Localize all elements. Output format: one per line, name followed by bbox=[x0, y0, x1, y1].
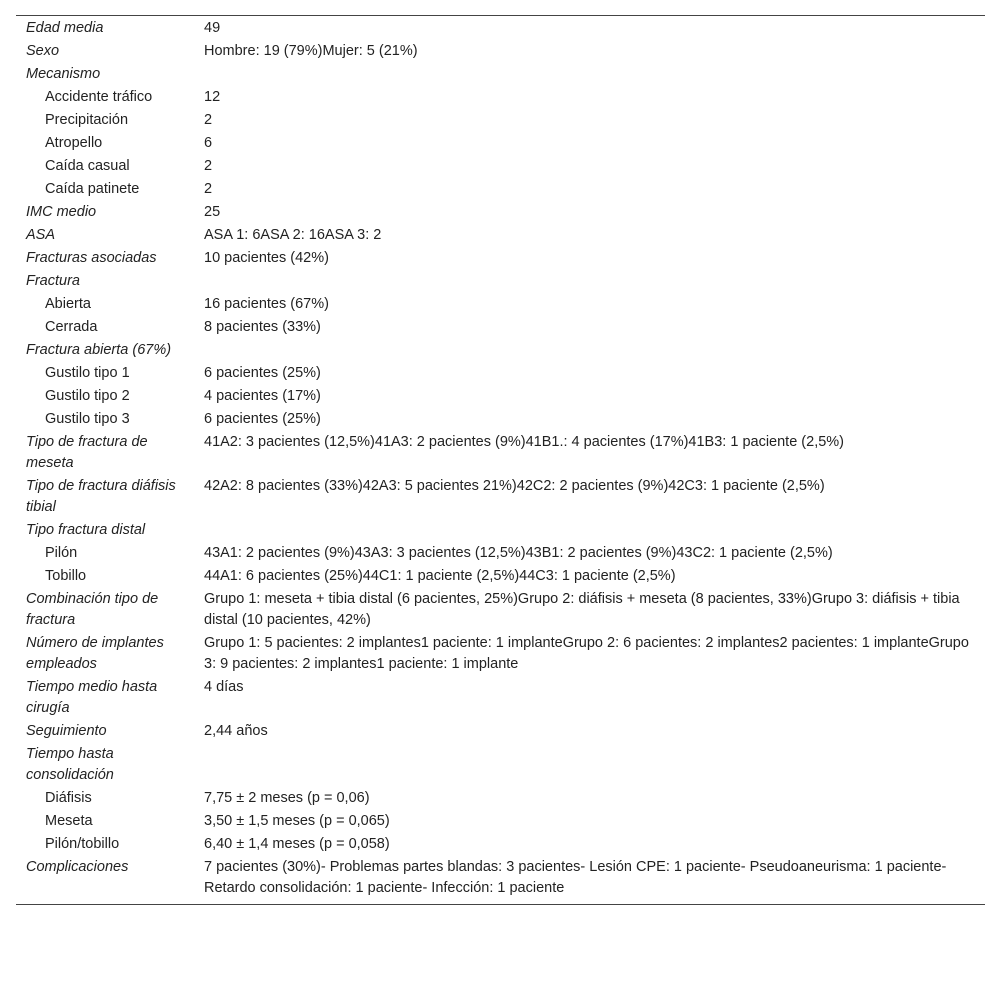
table-row bbox=[16, 720, 985, 743]
label-cell bbox=[16, 109, 190, 132]
row-header-label: Tipo de fractura de meseta bbox=[26, 434, 148, 471]
value-cell bbox=[190, 63, 985, 86]
row-sub-label: Gustilo tipo 3 bbox=[45, 411, 130, 427]
label-cell bbox=[16, 632, 190, 676]
label-cell bbox=[16, 519, 190, 542]
value-cell: 25 bbox=[204, 204, 221, 220]
value-cell: Grupo 1: 5 pacientes: 2 implantes1 paciente: 1 implanteGrupo 2: 6 pacientes: 2 implantes2 pacientes: 1 implanteGrupo 3: 9 pacientes: 2 implantes1 paciente: 1 implante bbox=[204, 635, 969, 672]
label-cell bbox=[16, 787, 190, 810]
label-cell bbox=[16, 565, 190, 588]
label-cell bbox=[16, 155, 190, 178]
value-cell: 12 bbox=[204, 89, 221, 105]
row-header-label: ASA bbox=[26, 227, 56, 243]
table-row bbox=[16, 542, 985, 565]
label-cell bbox=[16, 63, 190, 86]
label-cell bbox=[16, 270, 190, 293]
label-cell bbox=[16, 247, 190, 270]
row-sub-label: Abierta bbox=[45, 296, 91, 312]
value-cell: 16 pacientes (67%) bbox=[204, 296, 329, 312]
label-cell bbox=[16, 833, 190, 856]
table-row bbox=[16, 247, 985, 270]
value-cell: 2,44 años bbox=[204, 723, 268, 739]
label-cell bbox=[16, 408, 190, 431]
row-header-label: Número de implantes empleados bbox=[26, 635, 164, 672]
label-cell bbox=[16, 86, 190, 109]
table-row bbox=[16, 132, 985, 155]
table-row bbox=[16, 339, 985, 362]
table-row bbox=[16, 833, 985, 856]
table-row bbox=[16, 224, 985, 247]
row-sub-label: Tobillo bbox=[45, 568, 87, 584]
table-row bbox=[16, 787, 985, 810]
table-row bbox=[16, 316, 985, 339]
value-cell: 2 bbox=[204, 112, 213, 128]
value-cell: 8 pacientes (33%) bbox=[204, 319, 321, 335]
row-header-label: Sexo bbox=[26, 43, 60, 59]
value-cell: ASA 1: 6ASA 2: 16ASA 3: 2 bbox=[204, 227, 382, 243]
row-sub-label: Atropello bbox=[45, 135, 103, 151]
row-header-label: Edad media bbox=[26, 20, 104, 36]
value-cell: 44A1: 6 pacientes (25%)44C1: 1 paciente (2,5%)44C3: 1 paciente (2,5%) bbox=[204, 568, 676, 584]
label-cell bbox=[16, 720, 190, 743]
label-cell bbox=[16, 178, 190, 201]
label-cell bbox=[16, 385, 190, 408]
row-header-label: Seguimiento bbox=[26, 723, 107, 739]
row-header-label: Tipo fractura distal bbox=[26, 522, 146, 538]
table-row bbox=[16, 178, 985, 201]
patient-characteristics-table bbox=[16, 15, 985, 905]
row-header-label: Tiempo medio hasta cirugía bbox=[26, 679, 158, 716]
value-cell: 42A2: 8 pacientes (33%)42A3: 5 pacientes 21%)42C2: 2 pacientes (9%)42C3: 1 paciente (2,5%) bbox=[204, 478, 825, 494]
value-cell bbox=[190, 743, 985, 787]
value-cell: 10 pacientes (42%) bbox=[204, 250, 329, 266]
table-row bbox=[16, 676, 985, 720]
row-sub-label: Gustilo tipo 1 bbox=[45, 365, 130, 381]
label-cell bbox=[16, 40, 190, 63]
value-cell: 43A1: 2 pacientes (9%)43A3: 3 pacientes (12,5%)43B1: 2 pacientes (9%)43C2: 1 paciente (2,5%) bbox=[204, 545, 833, 561]
table-row bbox=[16, 475, 985, 519]
row-header-label: Fracturas asociadas bbox=[26, 250, 157, 266]
data-table bbox=[16, 17, 985, 900]
row-sub-label: Meseta bbox=[45, 813, 93, 829]
table-row bbox=[16, 856, 985, 900]
value-cell: 41A2: 3 pacientes (12,5%)41A3: 2 pacientes (9%)41B1.: 4 pacientes (17%)41B3: 1 paciente (2,5%) bbox=[204, 434, 845, 450]
value-cell: Hombre: 19 (79%)Mujer: 5 (21%) bbox=[204, 43, 418, 59]
row-header-label: Combinación tipo de fractura bbox=[26, 591, 159, 628]
value-cell bbox=[190, 339, 985, 362]
value-cell: 4 días bbox=[204, 679, 244, 695]
row-header-label: Mecanismo bbox=[26, 66, 101, 82]
table-row bbox=[16, 385, 985, 408]
table-row bbox=[16, 408, 985, 431]
value-cell bbox=[190, 519, 985, 542]
table-row bbox=[16, 743, 985, 787]
label-cell bbox=[16, 224, 190, 247]
label-cell bbox=[16, 588, 190, 632]
row-header-label: Tiempo hasta consolidación bbox=[26, 746, 114, 783]
table-row bbox=[16, 565, 985, 588]
row-header-label: Fractura bbox=[26, 273, 80, 289]
table-row bbox=[16, 810, 985, 833]
row-sub-label: Caída casual bbox=[45, 158, 130, 174]
table-row bbox=[16, 519, 985, 542]
label-cell bbox=[16, 810, 190, 833]
label-cell bbox=[16, 339, 190, 362]
value-cell: 7 pacientes (30%)- Problemas partes blandas: 3 pacientes- Lesión CPE: 1 paciente- Pseudoaneurisma: 1 paciente- Retardo consolidación: 1 paciente- Infección: 1 paciente bbox=[204, 859, 947, 896]
value-cell: 4 pacientes (17%) bbox=[204, 388, 321, 404]
label-cell bbox=[16, 316, 190, 339]
label-cell bbox=[16, 743, 190, 787]
table-row bbox=[16, 270, 985, 293]
value-cell: Grupo 1: meseta + tibia distal (6 pacientes, 25%)Grupo 2: diáfisis + meseta (8 pacientes, 33%)Grupo 3: diáfisis + tibia distal (10 pacientes, 42%) bbox=[204, 591, 960, 628]
label-cell bbox=[16, 132, 190, 155]
row-sub-label: Accidente tráfico bbox=[45, 89, 153, 105]
row-header-label: Tipo de fractura diáfisis tibial bbox=[26, 478, 176, 515]
row-sub-label: Gustilo tipo 2 bbox=[45, 388, 130, 404]
table-row bbox=[16, 632, 985, 676]
table-row bbox=[16, 17, 985, 40]
row-header-label: IMC medio bbox=[26, 204, 97, 220]
table-row bbox=[16, 155, 985, 178]
value-cell: 7,75 ± 2 meses (p = 0,06) bbox=[204, 790, 370, 806]
label-cell bbox=[16, 362, 190, 385]
row-header-label: Complicaciones bbox=[26, 859, 129, 875]
table-row bbox=[16, 63, 985, 86]
table-row bbox=[16, 293, 985, 316]
row-header-label: Fractura abierta (67%) bbox=[26, 342, 172, 358]
row-sub-label: Diáfisis bbox=[45, 790, 92, 806]
label-cell bbox=[16, 676, 190, 720]
label-cell bbox=[16, 431, 190, 475]
value-cell bbox=[190, 270, 985, 293]
row-sub-label: Pilón bbox=[45, 545, 78, 561]
value-cell: 6 pacientes (25%) bbox=[204, 411, 321, 427]
table-row bbox=[16, 109, 985, 132]
label-cell bbox=[16, 542, 190, 565]
label-cell bbox=[16, 856, 190, 900]
table-row bbox=[16, 431, 985, 475]
value-cell: 2 bbox=[204, 158, 213, 174]
row-sub-label: Pilón/tobillo bbox=[45, 836, 120, 852]
table-row bbox=[16, 362, 985, 385]
row-sub-label: Cerrada bbox=[45, 319, 98, 335]
value-cell: 6 bbox=[204, 135, 213, 151]
value-cell: 6,40 ± 1,4 meses (p = 0,058) bbox=[204, 836, 390, 852]
value-cell: 2 bbox=[204, 181, 213, 197]
value-cell: 49 bbox=[204, 20, 221, 36]
table-row bbox=[16, 40, 985, 63]
label-cell bbox=[16, 17, 190, 40]
table-row bbox=[16, 86, 985, 109]
label-cell bbox=[16, 475, 190, 519]
value-cell: 6 pacientes (25%) bbox=[204, 365, 321, 381]
value-cell: 3,50 ± 1,5 meses (p = 0,065) bbox=[204, 813, 390, 829]
label-cell bbox=[16, 201, 190, 224]
row-sub-label: Caída patinete bbox=[45, 181, 140, 197]
table-row bbox=[16, 588, 985, 632]
table-row bbox=[16, 201, 985, 224]
label-cell bbox=[16, 293, 190, 316]
row-sub-label: Precipitación bbox=[45, 112, 129, 128]
